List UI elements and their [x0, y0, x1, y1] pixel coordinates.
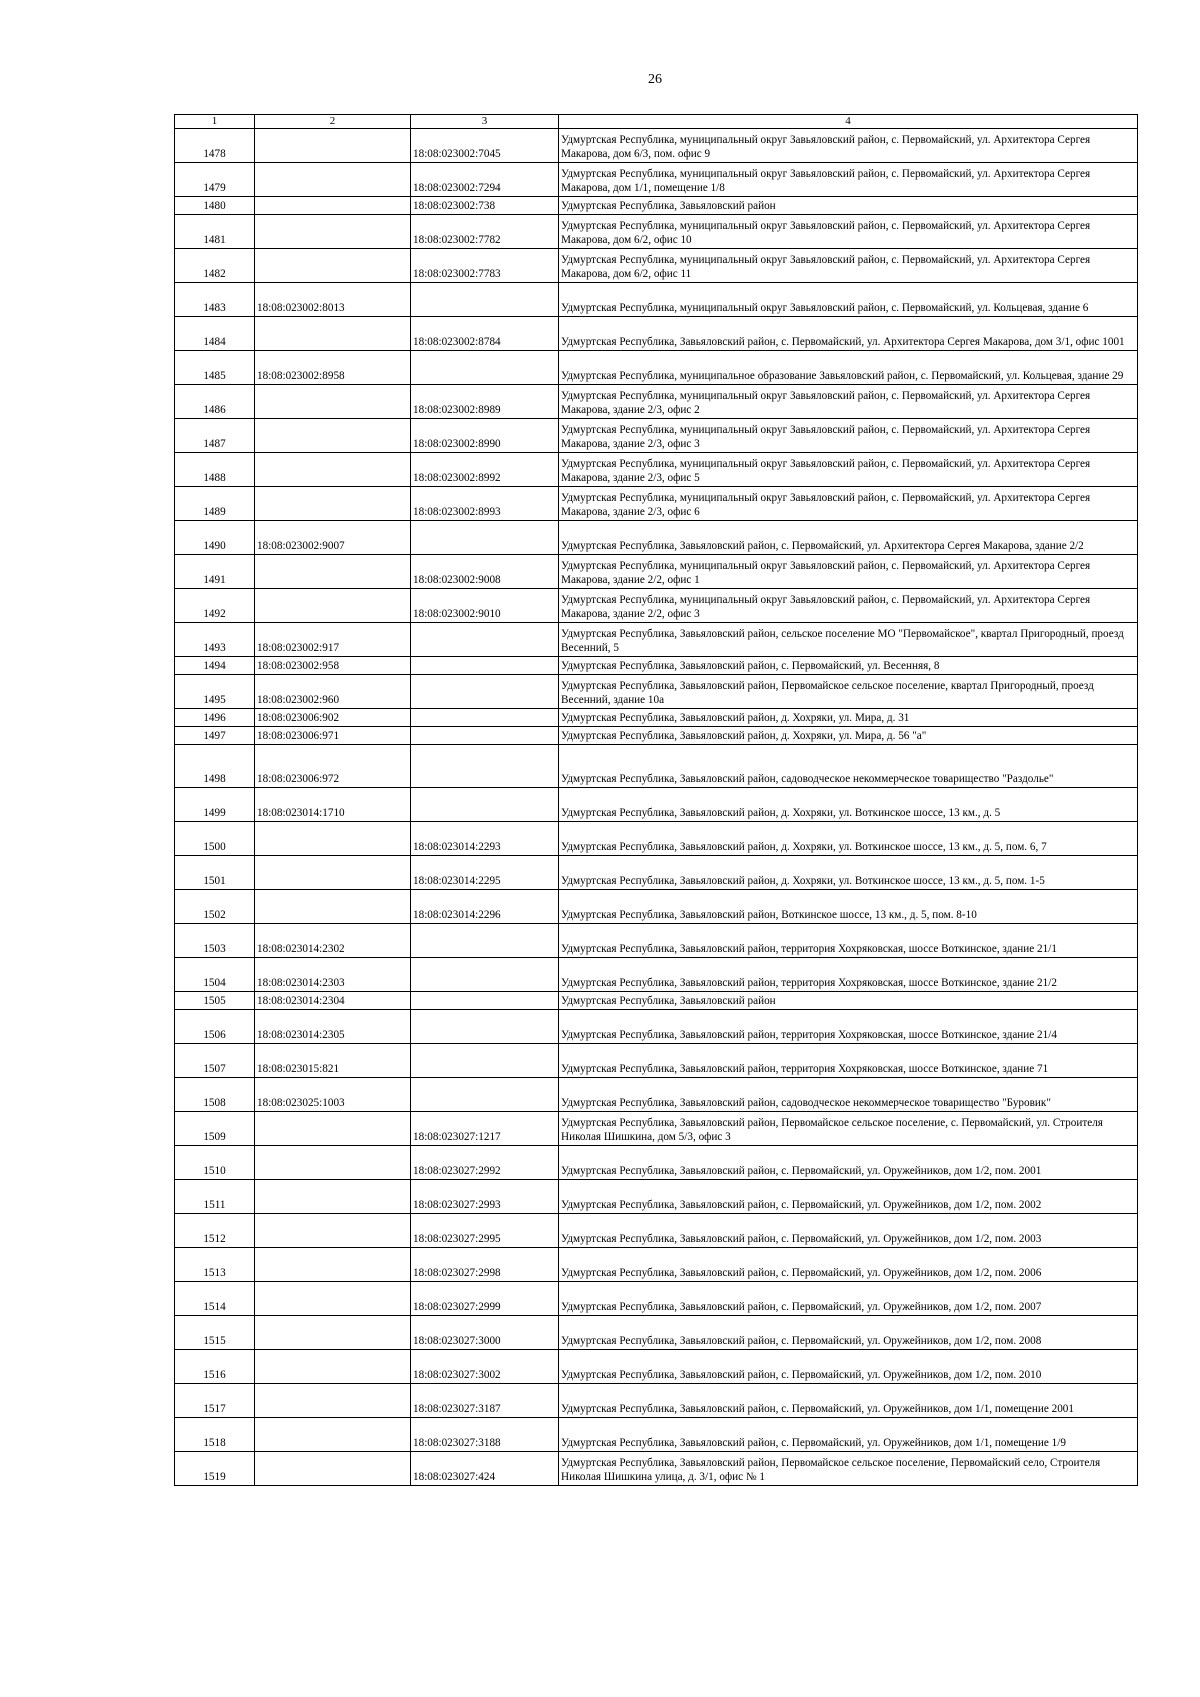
address-cell: Удмуртская Республика, Завьяловский район, с. Первомайский, ул. Архитектора Сергея Макарова, здание 2/2 — [559, 521, 1138, 555]
table-row — [175, 822, 1138, 856]
address-cell: Удмуртская Республика, Завьяловский район, с. Первомайский, ул. Оружейников, дом 1/2, пом. 2002 — [559, 1180, 1138, 1214]
table-row — [175, 924, 1138, 958]
address-cell: Удмуртская Республика, Завьяловский район, с. Первомайский, ул. Оружейников, дом 1/2, пом. 2007 — [559, 1282, 1138, 1316]
address-cell: Удмуртская Республика, муниципальное образование Завьяловский район, с. Первомайский, ул. Кольцевая, здание 29 — [559, 351, 1138, 385]
address-cell: Удмуртская Республика, Завьяловский район, территория Хохряковская, шоссе Воткинское, здание 71 — [559, 1044, 1138, 1078]
row-number-cell: 1484 — [175, 317, 255, 351]
row-number-cell: 1505 — [175, 992, 255, 1010]
address-cell: Удмуртская Республика, муниципальный округ Завьяловский район, с. Первомайский, ул. Архитектора Сергея Макарова, здание 2/2, офис 3 — [559, 589, 1138, 623]
related-cadastral-number-cell: 18:08:023014:2295 — [411, 856, 559, 890]
cadastral-number-cell — [255, 317, 411, 351]
address-cell: Удмуртская Республика, муниципальный округ Завьяловский район, с. Первомайский, ул. Архитектора Сергея Макарова, здание 2/3, офис 5 — [559, 453, 1138, 487]
cadastral-number-cell — [255, 163, 411, 197]
table-row — [175, 215, 1138, 249]
row-number-cell: 1483 — [175, 283, 255, 317]
cadastral-number-cell: 18:08:023002:9007 — [255, 521, 411, 555]
cadastral-number-cell — [255, 589, 411, 623]
cadastral-number-cell: 18:08:023006:972 — [255, 745, 411, 788]
related-cadastral-number-cell: 18:08:023027:2999 — [411, 1282, 559, 1316]
table-row — [175, 1112, 1138, 1146]
table-row — [175, 385, 1138, 419]
address-cell: Удмуртская Республика, муниципальный округ Завьяловский район, с. Первомайский, ул. Архитектора Сергея Макарова, дом 1/1, помещение 1/8 — [559, 163, 1138, 197]
cadastral-number-cell — [255, 856, 411, 890]
related-cadastral-number-cell: 18:08:023002:8989 — [411, 385, 559, 419]
cadastral-number-cell — [255, 1384, 411, 1418]
row-number-cell: 1480 — [175, 197, 255, 215]
address-cell: Удмуртская Республика, Завьяловский район, с. Первомайский, ул. Оружейников, дом 1/1, помещение 2001 — [559, 1384, 1138, 1418]
table-row — [175, 1418, 1138, 1452]
row-number-cell: 1507 — [175, 1044, 255, 1078]
row-number-cell: 1494 — [175, 657, 255, 675]
related-cadastral-number-cell — [411, 521, 559, 555]
address-cell: Удмуртская Республика, Завьяловский район, сельское поселение МО "Первомайское", квартал Пригородный, проезд Весенний, 5 — [559, 623, 1138, 657]
row-number-cell: 1485 — [175, 351, 255, 385]
table-row — [175, 283, 1138, 317]
address-cell: Удмуртская Республика, Завьяловский район, с. Первомайский, ул. Оружейников, дом 1/2, пом. 2003 — [559, 1214, 1138, 1248]
table-header-row — [175, 115, 1138, 129]
address-cell: Удмуртская Республика, Завьяловский район, Первомайское сельское поселение, квартал Пригородный, проезд Весенний, здание 10а — [559, 675, 1138, 709]
table-row — [175, 351, 1138, 385]
related-cadastral-number-cell: 18:08:023002:738 — [411, 197, 559, 215]
row-number-cell: 1495 — [175, 675, 255, 709]
table-row — [175, 1146, 1138, 1180]
cadastral-number-cell — [255, 385, 411, 419]
row-number-cell: 1478 — [175, 129, 255, 163]
address-cell: Удмуртская Республика, Завьяловский район, с. Первомайский, ул. Весенняя, 8 — [559, 657, 1138, 675]
row-number-cell: 1496 — [175, 709, 255, 727]
row-number-cell: 1502 — [175, 890, 255, 924]
cadastral-number-cell — [255, 1350, 411, 1384]
related-cadastral-number-cell: 18:08:023027:2992 — [411, 1146, 559, 1180]
table-row — [175, 745, 1138, 788]
table-row — [175, 487, 1138, 521]
related-cadastral-number-cell: 18:08:023027:2995 — [411, 1214, 559, 1248]
related-cadastral-number-cell: 18:08:023002:8992 — [411, 453, 559, 487]
cadastral-number-cell — [255, 1180, 411, 1214]
address-cell: Удмуртская Республика, Завьяловский район, д. Хохряки, ул. Воткинское шоссе, 13 км., д. 5, пом. 1-5 — [559, 856, 1138, 890]
address-cell: Удмуртская Республика, Завьяловский район, д. Хохряки, ул. Воткинское шоссе, 13 км., д. 5, пом. 6, 7 — [559, 822, 1138, 856]
cadastral-number-cell: 18:08:023002:8958 — [255, 351, 411, 385]
row-number-cell: 1512 — [175, 1214, 255, 1248]
table-row — [175, 1010, 1138, 1044]
row-number-cell: 1486 — [175, 385, 255, 419]
cadastral-number-cell: 18:08:023002:8013 — [255, 283, 411, 317]
table-row — [175, 1214, 1138, 1248]
related-cadastral-number-cell — [411, 623, 559, 657]
table-row — [175, 1350, 1138, 1384]
row-number-cell: 1511 — [175, 1180, 255, 1214]
address-cell: Удмуртская Республика, Завьяловский район, с. Первомайский, ул. Оружейников, дом 1/2, пом. 2010 — [559, 1350, 1138, 1384]
row-number-cell: 1500 — [175, 822, 255, 856]
row-number-cell: 1498 — [175, 745, 255, 788]
row-number-cell: 1504 — [175, 958, 255, 992]
cadastral-number-cell: 18:08:023014:1710 — [255, 788, 411, 822]
cadastral-number-cell: 18:08:023006:971 — [255, 727, 411, 745]
cadastral-number-cell: 18:08:023006:902 — [255, 709, 411, 727]
column-header-4: 4 — [559, 115, 1138, 129]
address-cell: Удмуртская Республика, муниципальный округ Завьяловский район, с. Первомайский, ул. Архитектора Сергея Макарова, дом 6/2, офис 11 — [559, 249, 1138, 283]
address-cell: Удмуртская Республика, Завьяловский район, с. Первомайский, ул. Оружейников, дом 1/2, пом. 2006 — [559, 1248, 1138, 1282]
row-number-cell: 1493 — [175, 623, 255, 657]
row-number-cell: 1492 — [175, 589, 255, 623]
cadastral-number-cell — [255, 1146, 411, 1180]
related-cadastral-number-cell — [411, 657, 559, 675]
table-row — [175, 589, 1138, 623]
table-row — [175, 197, 1138, 215]
cadastral-number-cell — [255, 1452, 411, 1486]
related-cadastral-number-cell: 18:08:023027:3188 — [411, 1418, 559, 1452]
table-row — [175, 1282, 1138, 1316]
table-row — [175, 453, 1138, 487]
row-number-cell: 1481 — [175, 215, 255, 249]
table-row — [175, 555, 1138, 589]
row-number-cell: 1482 — [175, 249, 255, 283]
row-number-cell: 1516 — [175, 1350, 255, 1384]
column-header-1: 1 — [175, 115, 255, 129]
table-row — [175, 317, 1138, 351]
related-cadastral-number-cell: 18:08:023002:9010 — [411, 589, 559, 623]
page-number: 26 — [648, 72, 662, 87]
table-row — [175, 1384, 1138, 1418]
cadastral-number-cell: 18:08:023002:960 — [255, 675, 411, 709]
table-row — [175, 709, 1138, 727]
cadastral-number-cell — [255, 419, 411, 453]
cadastral-number-cell: 18:08:023014:2304 — [255, 992, 411, 1010]
table-row — [175, 249, 1138, 283]
cadastral-number-cell: 18:08:023014:2302 — [255, 924, 411, 958]
cadastral-number-cell — [255, 890, 411, 924]
table-row — [175, 1044, 1138, 1078]
address-cell: Удмуртская Республика, Завьяловский район, садоводческое некоммерческое товарищество "Раздолье" — [559, 745, 1138, 788]
table-row — [175, 1452, 1138, 1486]
cadastral-number-cell — [255, 129, 411, 163]
table-row — [175, 623, 1138, 657]
related-cadastral-number-cell — [411, 727, 559, 745]
table-body — [175, 129, 1138, 1486]
related-cadastral-number-cell: 18:08:023014:2296 — [411, 890, 559, 924]
address-cell: Удмуртская Республика, Завьяловский район, территория Хохряковская, шоссе Воткинское, здание 21/2 — [559, 958, 1138, 992]
related-cadastral-number-cell — [411, 1044, 559, 1078]
related-cadastral-number-cell — [411, 1010, 559, 1044]
table-row — [175, 788, 1138, 822]
table-row — [175, 890, 1138, 924]
address-cell: Удмуртская Республика, Завьяловский район, д. Хохряки, ул. Мира, д. 31 — [559, 709, 1138, 727]
row-number-cell: 1508 — [175, 1078, 255, 1112]
address-cell: Удмуртская Республика, Завьяловский район, садоводческое некоммерческое товарищество "Буровик" — [559, 1078, 1138, 1112]
row-number-cell: 1518 — [175, 1418, 255, 1452]
table-row — [175, 992, 1138, 1010]
related-cadastral-number-cell: 18:08:023002:9008 — [411, 555, 559, 589]
row-number-cell: 1487 — [175, 419, 255, 453]
table-row — [175, 521, 1138, 555]
row-number-cell: 1488 — [175, 453, 255, 487]
table-row — [175, 1078, 1138, 1112]
related-cadastral-number-cell — [411, 924, 559, 958]
address-cell: Удмуртская Республика, муниципальный округ Завьяловский район, с. Первомайский, ул. Архитектора Сергея Макарова, здание 2/3, офис 6 — [559, 487, 1138, 521]
cadastral-number-cell: 18:08:023025:1003 — [255, 1078, 411, 1112]
related-cadastral-number-cell — [411, 992, 559, 1010]
row-number-cell: 1499 — [175, 788, 255, 822]
row-number-cell: 1514 — [175, 1282, 255, 1316]
related-cadastral-number-cell: 18:08:023027:2998 — [411, 1248, 559, 1282]
address-cell: Удмуртская Республика, Завьяловский район, территория Хохряковская, шоссе Воткинское, здание 21/1 — [559, 924, 1138, 958]
cadastral-number-cell — [255, 1316, 411, 1350]
row-number-cell: 1489 — [175, 487, 255, 521]
table-row — [175, 1248, 1138, 1282]
cadastral-number-cell — [255, 555, 411, 589]
address-cell: Удмуртская Республика, Завьяловский район, Первомайское сельское поселение, с. Первомайский, ул. Строителя Николая Шишкина, дом 5/3, офис 3 — [559, 1112, 1138, 1146]
related-cadastral-number-cell — [411, 788, 559, 822]
related-cadastral-number-cell: 18:08:023002:7783 — [411, 249, 559, 283]
row-number-cell: 1490 — [175, 521, 255, 555]
row-number-cell: 1479 — [175, 163, 255, 197]
cadastral-number-cell — [255, 215, 411, 249]
cadastral-number-cell — [255, 822, 411, 856]
related-cadastral-number-cell: 18:08:023002:8990 — [411, 419, 559, 453]
address-cell: Удмуртская Республика, муниципальный округ Завьяловский район, с. Первомайский, ул. Архитектора Сергея Макарова, дом 6/3, пом. офис 9 — [559, 129, 1138, 163]
related-cadastral-number-cell: 18:08:023027:2993 — [411, 1180, 559, 1214]
row-number-cell: 1517 — [175, 1384, 255, 1418]
table-row — [175, 419, 1138, 453]
address-cell: Удмуртская Республика, муниципальный округ Завьяловский район, с. Первомайский, ул. Архитектора Сергея Макарова, дом 6/2, офис 10 — [559, 215, 1138, 249]
row-number-cell: 1509 — [175, 1112, 255, 1146]
row-number-cell: 1503 — [175, 924, 255, 958]
related-cadastral-number-cell: 18:08:023002:8784 — [411, 317, 559, 351]
address-cell: Удмуртская Республика, Завьяловский район, территория Хохряковская, шоссе Воткинское, здание 21/4 — [559, 1010, 1138, 1044]
related-cadastral-number-cell: 18:08:023027:1217 — [411, 1112, 559, 1146]
cadastral-number-cell — [255, 197, 411, 215]
table-row — [175, 675, 1138, 709]
column-header-2: 2 — [255, 115, 411, 129]
table-row — [175, 163, 1138, 197]
cadastral-number-cell — [255, 1248, 411, 1282]
address-cell: Удмуртская Республика, Завьяловский район, с. Первомайский, ул. Оружейников, дом 1/2, пом. 2001 — [559, 1146, 1138, 1180]
table-row — [175, 727, 1138, 745]
address-cell: Удмуртская Республика, муниципальный округ Завьяловский район, с. Первомайский, ул. Архитектора Сергея Макарова, здание 2/3, офис 3 — [559, 419, 1138, 453]
related-cadastral-number-cell: 18:08:023002:8993 — [411, 487, 559, 521]
cadastral-number-cell — [255, 1418, 411, 1452]
address-cell: Удмуртская Республика, Завьяловский район, Воткинское шоссе, 13 км., д. 5, пом. 8-10 — [559, 890, 1138, 924]
cadastral-number-cell — [255, 453, 411, 487]
related-cadastral-number-cell — [411, 745, 559, 788]
address-cell: Удмуртская Республика, Завьяловский район, с. Первомайский, ул. Архитектора Сергея Макарова, дом 3/1, офис 1001 — [559, 317, 1138, 351]
table-row — [175, 129, 1138, 163]
related-cadastral-number-cell: 18:08:023027:3000 — [411, 1316, 559, 1350]
row-number-cell: 1513 — [175, 1248, 255, 1282]
address-cell: Удмуртская Республика, Завьяловский район, д. Хохряки, ул. Мира, д. 56 "а" — [559, 727, 1138, 745]
address-cell: Удмуртская Республика, Завьяловский район — [559, 992, 1138, 1010]
related-cadastral-number-cell: 18:08:023002:7045 — [411, 129, 559, 163]
cadastral-number-cell — [255, 249, 411, 283]
table-row — [175, 1316, 1138, 1350]
related-cadastral-number-cell — [411, 283, 559, 317]
cadastral-number-cell: 18:08:023014:2305 — [255, 1010, 411, 1044]
cadastral-number-cell: 18:08:023015:821 — [255, 1044, 411, 1078]
related-cadastral-number-cell: 18:08:023027:424 — [411, 1452, 559, 1486]
address-cell: Удмуртская Республика, муниципальный округ Завьяловский район, с. Первомайский, ул. Кольцевая, здание 6 — [559, 283, 1138, 317]
related-cadastral-number-cell: 18:08:023014:2293 — [411, 822, 559, 856]
row-number-cell: 1506 — [175, 1010, 255, 1044]
related-cadastral-number-cell — [411, 1078, 559, 1112]
related-cadastral-number-cell — [411, 709, 559, 727]
row-number-cell: 1515 — [175, 1316, 255, 1350]
related-cadastral-number-cell: 18:08:023027:3002 — [411, 1350, 559, 1384]
related-cadastral-number-cell: 18:08:023027:3187 — [411, 1384, 559, 1418]
cadastral-number-cell — [255, 1112, 411, 1146]
cadastral-number-cell: 18:08:023002:958 — [255, 657, 411, 675]
address-cell: Удмуртская Республика, Завьяловский район, Первомайское сельское поселение, Первомайский село, Строителя Николая Шишкина улица, д. 3/1, офис № 1 — [559, 1452, 1138, 1486]
related-cadastral-number-cell — [411, 351, 559, 385]
address-cell: Удмуртская Республика, Завьяловский район — [559, 197, 1138, 215]
related-cadastral-number-cell — [411, 675, 559, 709]
cadastral-number-cell: 18:08:023014:2303 — [255, 958, 411, 992]
register-table — [174, 114, 1138, 1486]
cadastral-number-cell — [255, 1214, 411, 1248]
row-number-cell: 1519 — [175, 1452, 255, 1486]
related-cadastral-number-cell: 18:08:023002:7294 — [411, 163, 559, 197]
row-number-cell: 1501 — [175, 856, 255, 890]
row-number-cell: 1510 — [175, 1146, 255, 1180]
address-cell: Удмуртская Республика, Завьяловский район, с. Первомайский, ул. Оружейников, дом 1/2, пом. 2008 — [559, 1316, 1138, 1350]
table-row — [175, 856, 1138, 890]
address-cell: Удмуртская Республика, муниципальный округ Завьяловский район, с. Первомайский, ул. Архитектора Сергея Макарова, здание 2/2, офис 1 — [559, 555, 1138, 589]
cadastral-number-cell — [255, 1282, 411, 1316]
address-cell: Удмуртская Республика, Завьяловский район, д. Хохряки, ул. Воткинское шоссе, 13 км., д. 5 — [559, 788, 1138, 822]
row-number-cell: 1497 — [175, 727, 255, 745]
table-row — [175, 958, 1138, 992]
cadastral-number-cell — [255, 487, 411, 521]
related-cadastral-number-cell — [411, 958, 559, 992]
address-cell: Удмуртская Республика, муниципальный округ Завьяловский район, с. Первомайский, ул. Архитектора Сергея Макарова, здание 2/3, офис 2 — [559, 385, 1138, 419]
address-cell: Удмуртская Республика, Завьяловский район, с. Первомайский, ул. Оружейников, дом 1/1, помещение 1/9 — [559, 1418, 1138, 1452]
table-row — [175, 657, 1138, 675]
column-header-3: 3 — [411, 115, 559, 129]
related-cadastral-number-cell: 18:08:023002:7782 — [411, 215, 559, 249]
row-number-cell: 1491 — [175, 555, 255, 589]
table-row — [175, 1180, 1138, 1214]
cadastral-number-cell: 18:08:023002:917 — [255, 623, 411, 657]
